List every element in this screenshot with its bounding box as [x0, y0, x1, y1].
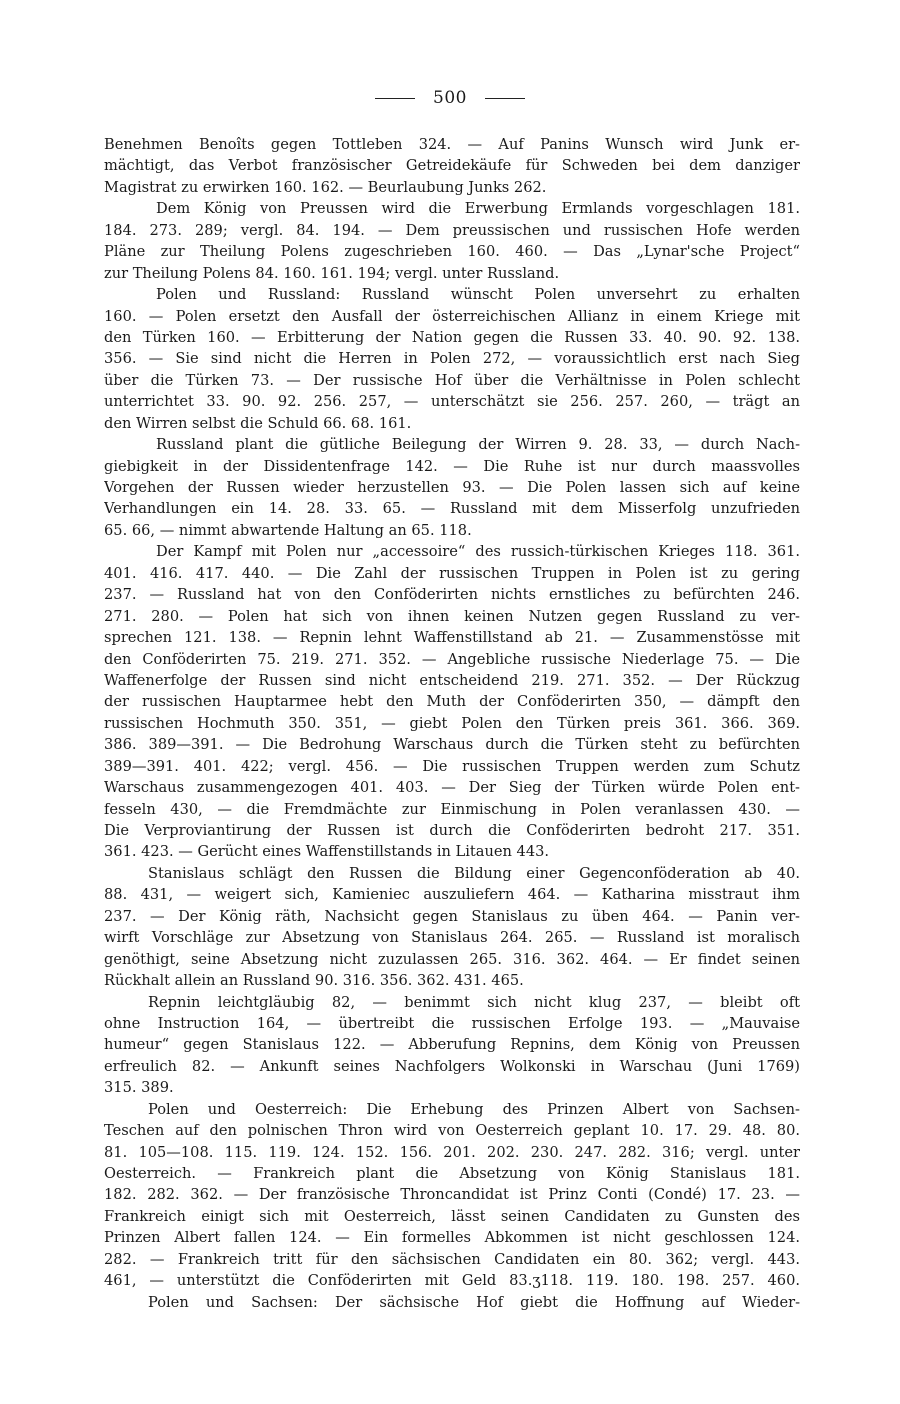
- text-line: wirft Vorschläge zur Absetzung von Stanislaus 264. 265. — Russland ist moralisch: [104, 929, 800, 947]
- text-line: Russland plant die gütliche Beilegung der Wirren 9. 28. 33, — durch Nach-: [156, 436, 800, 454]
- text-line: 81. 105—108. 115. 119. 124. 152. 156. 201. 202. 230. 247. 282. 316; vergl. unter: [104, 1143, 800, 1161]
- text-line: Der Kampf mit Polen nur „accessoire“ des russich-türkischen Krieges 118. 361.: [156, 543, 800, 561]
- text-line: Polen und Oesterreich: Die Erhebung des Prinzen Albert von Sachsen-: [148, 1100, 800, 1118]
- text-line: 182. 282. 362. — Der französische Throncandidat ist Prinz Conti (Condé) 17. 23. —: [104, 1186, 800, 1204]
- header-rule-right: [485, 98, 525, 99]
- text-line: 271. 280. — Polen hat sich von ihnen keinen Nutzen gegen Russland zu ver-: [104, 607, 800, 625]
- text-line: genöthigt, seine Absetzung nicht zuzulassen 265. 316. 362. 464. — Er findet seinen: [104, 950, 800, 968]
- text-line: Oesterreich. — Frankreich plant die Absetzung von König Stanislaus 181.: [104, 1165, 800, 1182]
- text-line: den Türken 160. — Erbitterung der Nation gegen die Russen 33. 40. 90. 92. 138.: [104, 328, 800, 346]
- text-line: der russischen Hauptarmee hebt den Muth der Conföderirten 350, — dämpft den: [104, 693, 800, 711]
- text-line: den Conföderirten 75. 219. 271. 352. — Angebliche russische Niederlage 75. — Die: [104, 650, 800, 668]
- text-line: Verhandlungen ein 14. 28. 33. 65. — Russland mit dem Misserfolg unzufrieden: [104, 500, 800, 518]
- text-line: den Wirren selbst die Schuld 66. 68. 161.: [104, 414, 412, 432]
- text-line: 356. — Sie sind nicht die Herren in Polen 272, — voraussichtlich erst nach Sieg: [104, 350, 800, 368]
- text-line: Teschen auf den polnischen Thron wird von Oesterreich geplant 10. 17. 29. 48. 80.: [104, 1122, 800, 1140]
- text-line: russischen Hochmuth 350. 351, — giebt Polen den Türken preis 361. 366. 369.: [104, 714, 800, 732]
- text-line: Pläne zur Theilung Polens zugeschrieben 160. 460. — Das „Lynar'sche Project“: [104, 243, 800, 261]
- text-line: Die Verproviantirung der Russen ist durch die Conföderirten bedroht 217. 351.: [104, 822, 800, 839]
- text-line: sprechen 121. 138. — Repnin lehnt Waffenstillstand ab 21. — Zusammenstösse mit: [104, 629, 800, 647]
- text-line: ohne Instruction 164, — übertreibt die russischen Erfolge 193. — „Mauvaise: [104, 1014, 800, 1032]
- text-line: humeur“ gegen Stanislaus 122. — Abberufung Repnins, dem König von Preussen: [104, 1036, 800, 1054]
- text-line: Prinzen Albert fallen 124. — Ein formelles Abkommen ist nicht geschlossen 124.: [104, 1229, 800, 1247]
- text-line: zur Theilung Polens 84. 160. 161. 194; vergl. unter Russland.: [104, 264, 560, 282]
- text-line: Vorgehen der Russen wieder herzustellen 93. — Die Polen lassen sich auf keine: [104, 479, 800, 496]
- text-line: 184. 273. 289; vergl. 84. 194. — Dem preussischen und russischen Hofe werden: [104, 221, 800, 239]
- text-line: Stanislaus schlägt den Russen die Bildung einer Gegenconföderation ab 40.: [148, 864, 800, 882]
- text-line: 386. 389—391. — Die Bedrohung Warschaus durch die Türken steht zu befürchten: [104, 736, 800, 754]
- text-line: fesseln 430, — die Fremdmächte zur Einmischung in Polen veranlassen 430. —: [104, 800, 800, 818]
- text-line: Warschaus zusammengezogen 401. 403. — Der Sieg der Türken würde Polen ent-: [104, 779, 800, 797]
- text-line: giebigkeit in der Dissidentenfrage 142. — Die Ruhe ist nur durch maassvolles: [104, 457, 800, 475]
- text-line: 160. — Polen ersetzt den Ausfall der österreichischen Allianz in einem Kriege mit: [104, 307, 800, 325]
- text-line: Polen und Sachsen: Der sächsische Hof giebt die Hoffnung auf Wieder-: [148, 1293, 800, 1311]
- text-line: 282. — Frankreich tritt für den sächsischen Candidaten ein 80. 362; vergl. 443.: [104, 1250, 800, 1268]
- text-line: 65. 66, — nimmt abwartende Haltung an 65. 118.: [104, 521, 472, 539]
- text-line: 237. — Der König räth, Nachsicht gegen Stanislaus zu üben 464. — Panin ver-: [104, 907, 800, 925]
- text-line: Repnin leichtgläubig 82, — benimmt sich nicht klug 237, — bleibt oft: [148, 993, 800, 1011]
- text-line: 389—391. 401. 422; vergl. 456. — Die russischen Truppen werden zum Schutz: [104, 757, 800, 775]
- text-line: Magistrat zu erwirken 160. 162. — Beurlaubung Junks 262.: [104, 178, 547, 196]
- text-line: mächtigt, das Verbot französischer Getreidekäufe für Schweden bei dem danziger: [104, 157, 800, 175]
- text-line: Frankreich einigt sich mit Oesterreich, lässt seinen Candidaten zu Gunsten des: [104, 1207, 800, 1225]
- page-header: [0, 88, 900, 108]
- text-line: über die Türken 73. — Der russische Hof über die Verhältnisse in Polen schlecht: [104, 371, 800, 389]
- index-text-body: [104, 134, 800, 1313]
- page-number: 500: [433, 88, 467, 108]
- text-line: 361. 423. — Gerücht eines Waffenstillstands in Litauen 443.: [104, 843, 550, 861]
- text-line: 88. 431, — weigert sich, Kamieniec auszuliefern 464. — Katharina misstraut ihm: [104, 886, 800, 904]
- text-line: Rückhalt allein an Russland 90. 316. 356. 362. 431. 465.: [104, 972, 524, 990]
- text-line: 315. 389.: [104, 1079, 174, 1097]
- text-line: Polen und Russland: Russland wünscht Polen unversehrt zu erhalten: [156, 286, 800, 304]
- text-line: unterrichtet 33. 90. 92. 256. 257, — unterschätzt sie 256. 257. 260, — trägt an: [104, 393, 800, 411]
- header-rule-left: [375, 98, 415, 99]
- text-line: Waffenerfolge der Russen sind nicht entscheidend 219. 271. 352. — Der Rückzug: [104, 671, 800, 689]
- text-line: erfreulich 82. — Ankunft seines Nachfolgers Wolkonski in Warschau (Juni 1769): [104, 1057, 800, 1075]
- text-line: Dem König von Preussen wird die Erwerbung Ermlands vorgeschlagen 181.: [156, 200, 800, 218]
- text-line: 461, — unterstützt die Conföderirten mit Geld 83.ʒ118. 119. 180. 198. 257. 460.: [104, 1272, 800, 1290]
- text-line: Benehmen Benoîts gegen Tottleben 324. — Auf Panins Wunsch wird Junk er-: [104, 136, 800, 153]
- text-line: 401. 416. 417. 440. — Die Zahl der russischen Truppen in Polen ist zu gering: [104, 564, 800, 582]
- text-line: 237. — Russland hat von den Conföderirten nichts ernstliches zu befürchten 246.: [104, 586, 800, 604]
